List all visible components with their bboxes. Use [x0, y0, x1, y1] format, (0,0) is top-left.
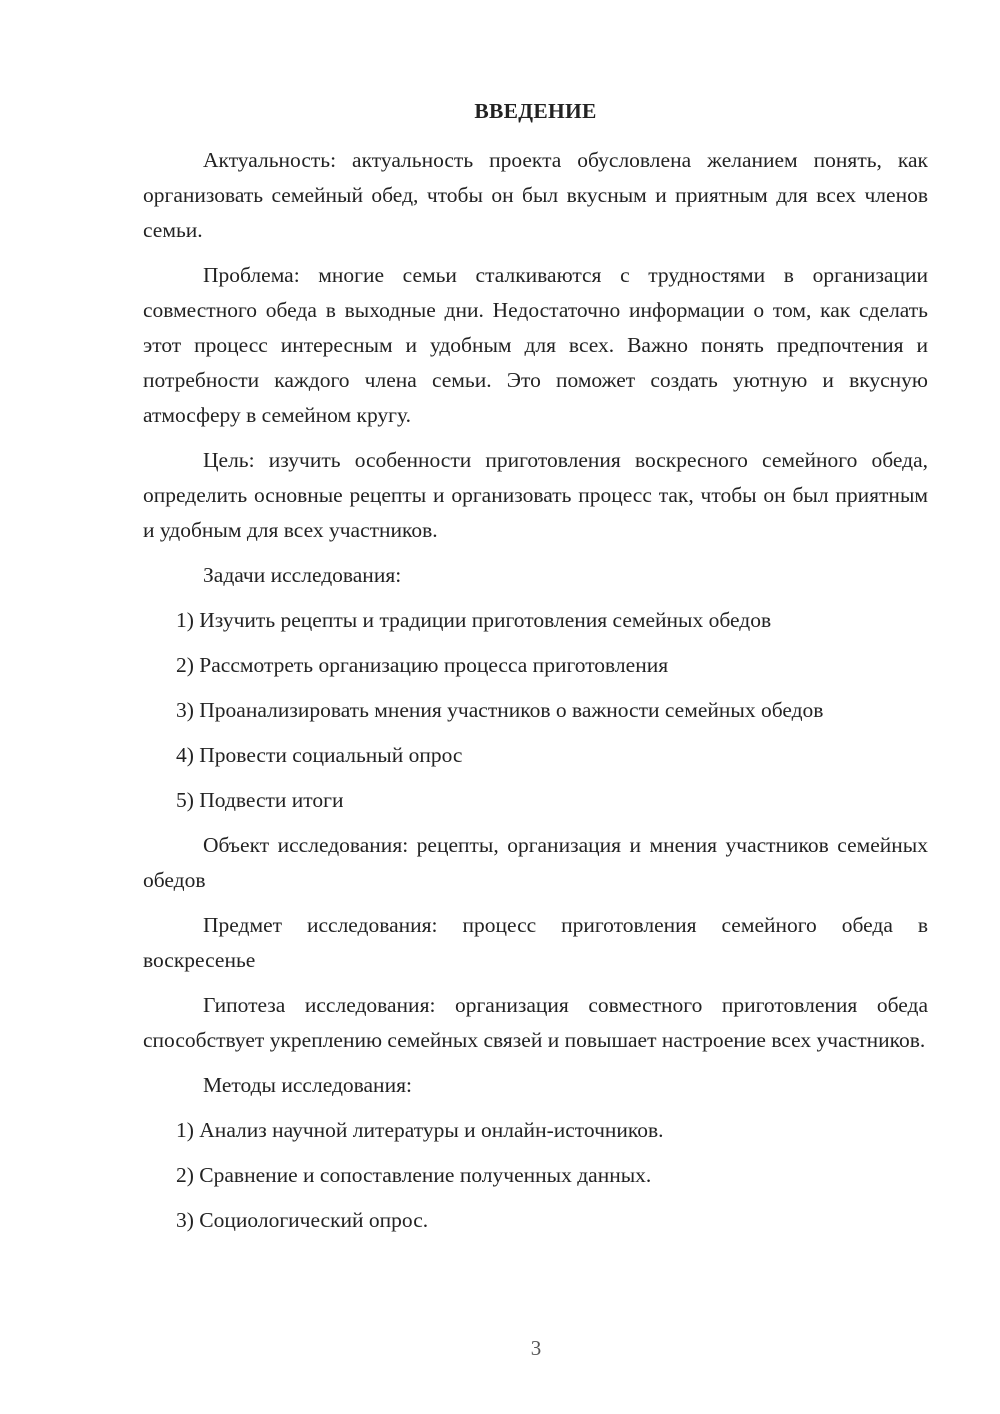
page-number: 3	[530, 1336, 542, 1360]
list-item: 3) Социологический опрос.	[176, 1208, 429, 1232]
section-heading: ВВЕДЕНИЕ	[474, 99, 597, 123]
list-item: 1) Изучить рецепты и традиции приготовления семейных обедов	[176, 608, 772, 632]
subject-paragraph: Предмет исследования: процесс приготовления семейного обеда в воскресенье	[143, 913, 928, 972]
list-item: 2) Рассмотреть организацию процесса приготовления	[176, 653, 669, 677]
list-item: 3) Проанализировать мнения участников о важности семейных обедов	[176, 698, 824, 722]
goal-paragraph: Цель: изучить особенности приготовления воскресного семейного обеда, определить основные рецепты и организовать процесс так, чтобы он был приятным и удобным для всех участников.	[143, 448, 928, 542]
object-paragraph: Объект исследования: рецепты, организация и мнения участников семейных обедов	[143, 833, 928, 892]
list-item: 2) Сравнение и сопоставление полученных данных.	[176, 1163, 652, 1187]
list-item: 4) Провести социальный опрос	[176, 743, 463, 767]
list-item: 5) Подвести итоги	[176, 788, 344, 812]
hypothesis-paragraph: Гипотеза исследования: организация совместного приготовления обеда способствует укреплению семейных связей и повышает настроение всех участников.	[143, 993, 928, 1052]
tasks-list	[143, 603, 928, 818]
methods-list	[143, 1113, 928, 1238]
methods-heading: Методы исследования:	[203, 1073, 412, 1097]
problem-paragraph: Проблема: многие семьи сталкиваются с трудностями в организации совместного обеда в выходные дни. Недостаточно информации о том, как сделать этот процесс интересным и удобным для всех. Важно понять предпочтения и потребности каждого члена семьи. Это поможет создать уютную и вкусную атмосферу в семейном кругу.	[143, 263, 928, 427]
list-item: 1) Анализ научной литературы и онлайн-источников.	[176, 1118, 664, 1142]
tasks-heading: Задачи исследования:	[203, 563, 402, 587]
document-page	[143, 96, 928, 1248]
relevance-paragraph: Актуальность: актуальность проекта обусловлена желанием понять, как организовать семейный обед, чтобы он был вкусным и приятным для всех членов семьи.	[143, 148, 928, 242]
